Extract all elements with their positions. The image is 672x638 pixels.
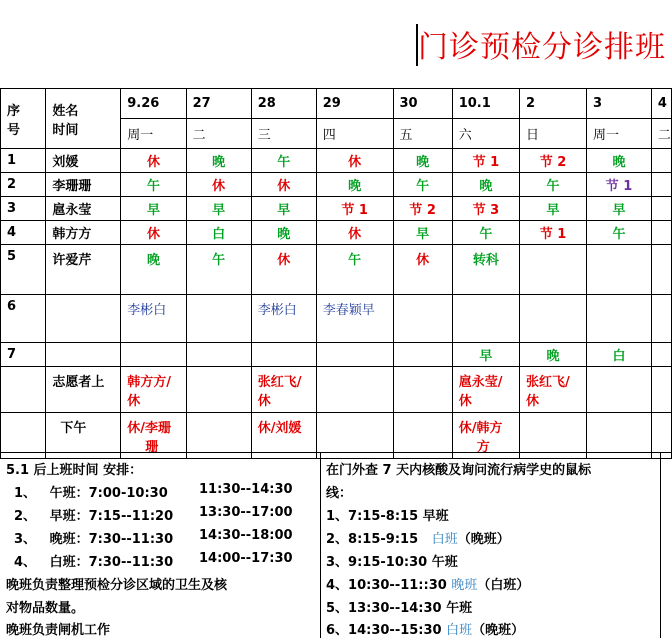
table-row (1, 343, 672, 367)
volunteer-cell (186, 367, 251, 413)
duty-item: 2、8:15-9:15 白班（晚班） (326, 532, 510, 547)
weekday-header: 二 (186, 119, 251, 149)
shift-cell: 休 (121, 149, 186, 173)
shift-cell: 早 (452, 343, 519, 367)
duty-item: 5、13:30--14:30 午班 (326, 601, 473, 616)
shift-cell: 晚 (393, 149, 452, 173)
weekday-header: 三 (251, 119, 316, 149)
staff-name: 扈永莹 (46, 197, 121, 221)
shift-cell: 午 (520, 173, 587, 197)
shift-cell (121, 343, 186, 367)
date-header: 28 (251, 89, 316, 119)
table-row (1, 173, 672, 197)
row-number: 3 (1, 197, 46, 221)
shift-cell: 李彬白 (121, 295, 186, 343)
duty-item: 1、7:15-8:15 早班 (326, 509, 449, 524)
shift-cell (452, 295, 519, 343)
shift-cell (520, 245, 587, 295)
row-number: 4 (1, 221, 46, 245)
shift-cell: 白 (587, 343, 652, 367)
shift-cell: 休 (251, 173, 316, 197)
staff-name (46, 295, 121, 343)
row-number: 1 (1, 149, 46, 173)
check-duty-heading: 在门外查 7 天内核酸及询问流行病学史的鼠标 (326, 463, 592, 478)
schedule-table (0, 88, 672, 459)
shift-cell: 午 (316, 245, 393, 295)
shift-cell: 休 (121, 221, 186, 245)
shift-cell: 晚 (587, 149, 652, 173)
volunteer-cell: 张红飞/ 休 (520, 367, 587, 413)
shift-cell: 休 (186, 173, 251, 197)
shift-cell: 晚 (520, 343, 587, 367)
shift-cell (186, 295, 251, 343)
shift-item-pm: 14:00--17:30 (199, 551, 293, 566)
shift-cell: 转科 (452, 245, 519, 295)
volunteer-am-row (1, 367, 672, 413)
volunteer-cell: 扈永莹/ 休 (452, 367, 519, 413)
volunteer-cell: 休/李珊 珊 (121, 413, 186, 459)
shift-cell (651, 173, 671, 197)
volunteer-cell (316, 367, 393, 413)
volunteer-cell: 休/刘媛 (251, 413, 316, 459)
shift-cell: 午 (452, 221, 519, 245)
volunteer-cell: 韩方方/ 休 (121, 367, 186, 413)
row-number: 7 (1, 343, 46, 367)
volunteer-pm-label: 下午 (46, 413, 121, 459)
shift-cell: 晚 (251, 221, 316, 245)
date-header: 4 (651, 89, 671, 119)
shift-cell: 午 (251, 149, 316, 173)
weekday-header: 周一 (587, 119, 652, 149)
staff-name: 刘媛 (46, 149, 121, 173)
name-header: 姓名 时间 (46, 89, 121, 149)
weekday-header: 六 (452, 119, 519, 149)
gate-note: 晚班负责闸机工作 (6, 623, 111, 638)
date-header: 10.1 (452, 89, 519, 119)
shift-cell (251, 343, 316, 367)
shift-time-heading: 5.1 后上班时间 安排： (6, 463, 143, 478)
shift-cell (651, 245, 671, 295)
shift-cell: 晚 (316, 173, 393, 197)
table-row (1, 221, 672, 245)
shift-cell: 午 (393, 173, 452, 197)
seq-header: 序 号 (1, 89, 46, 149)
cleaning-note: 晚班负责整理预检分诊区域的卫生及核 (6, 578, 228, 593)
shift-item: 4、 白班：7:30--11:30 (14, 555, 174, 570)
duty-item: 4、10:30--11::30 晚班（白班） (326, 578, 530, 593)
shift-cell: 午 (186, 245, 251, 295)
shift-cell: 休 (393, 245, 452, 295)
row-number: 5 (1, 245, 46, 295)
check-duty-notes (320, 453, 661, 638)
shift-cell (587, 295, 652, 343)
weekday-header: 日 (520, 119, 587, 149)
date-header: 30 (393, 89, 452, 119)
shift-cell: 李彬白 (251, 295, 316, 343)
shift-item: 3、 晚班：7:30--11:30 (14, 532, 174, 547)
shift-cell (651, 197, 671, 221)
page-title: 门诊预检分诊排班 (418, 30, 666, 65)
staff-name: 李珊珊 (46, 173, 121, 197)
staff-name: 韩方方 (46, 221, 121, 245)
shift-cell (393, 295, 452, 343)
shift-cell: 节 2 (520, 149, 587, 173)
duty-item: 3、9:15-10:30 午班 (326, 555, 458, 570)
shift-cell: 早 (587, 197, 652, 221)
shift-cell: 李春颖早 (316, 295, 393, 343)
shift-item-pm: 14:30--18:00 (199, 528, 293, 543)
shift-cell (651, 149, 671, 173)
volunteer-cell: 张红飞/ 休 (251, 367, 316, 413)
shift-cell (316, 343, 393, 367)
table-row (1, 245, 672, 295)
shift-cell: 节 1 (452, 149, 519, 173)
shift-cell: 早 (393, 221, 452, 245)
cleaning-note-cont: 对物品数量。 (6, 601, 85, 616)
weekday-header: 二 (651, 119, 671, 149)
table-row (1, 149, 672, 173)
shift-cell (587, 245, 652, 295)
shift-cell: 休 (251, 245, 316, 295)
date-header: 29 (316, 89, 393, 119)
shift-cell (651, 221, 671, 245)
shift-cell: 节 1 (587, 173, 652, 197)
shift-cell: 白 (186, 221, 251, 245)
shift-cell: 午 (587, 221, 652, 245)
table-row (1, 295, 672, 343)
shift-item-pm: 13:30--17:00 (199, 505, 293, 520)
date-header: 3 (587, 89, 652, 119)
weekday-header: 周一 (121, 119, 186, 149)
shift-cell: 早 (251, 197, 316, 221)
shift-cell: 节 1 (316, 197, 393, 221)
header-row-dates (1, 89, 672, 119)
notes-section (0, 452, 672, 638)
shift-cell: 晚 (452, 173, 519, 197)
volunteer-cell (587, 367, 652, 413)
shift-cell: 晚 (186, 149, 251, 173)
shift-item-pm: 11:30--14:30 (199, 482, 293, 497)
shift-cell (651, 295, 671, 343)
shift-cell (520, 295, 587, 343)
volunteer-cell: 休/韩方 方 (452, 413, 519, 459)
shift-cell: 节 3 (452, 197, 519, 221)
shift-cell: 早 (186, 197, 251, 221)
shift-item: 1、 午班：7:00-10:30 (14, 486, 168, 501)
duty-item: 6、14:30--15:30 白班（晚班） (326, 623, 525, 638)
shift-cell: 早 (520, 197, 587, 221)
staff-name (46, 343, 121, 367)
date-header: 27 (186, 89, 251, 119)
weekday-header: 四 (316, 119, 393, 149)
weekday-header: 五 (393, 119, 452, 149)
shift-cell (393, 343, 452, 367)
shift-cell: 休 (316, 149, 393, 173)
volunteer-cell (651, 367, 671, 413)
table-row (1, 197, 672, 221)
check-duty-heading-cont: 线： (326, 486, 353, 501)
staff-name: 许爱芹 (46, 245, 121, 295)
row-number: 6 (1, 295, 46, 343)
row-number (1, 367, 46, 413)
shift-cell: 午 (121, 173, 186, 197)
shift-cell: 节 1 (520, 221, 587, 245)
shift-cell: 晚 (121, 245, 186, 295)
shift-cell (186, 343, 251, 367)
date-header: 2 (520, 89, 587, 119)
shift-cell: 早 (121, 197, 186, 221)
shift-time-notes (0, 453, 321, 638)
volunteer-am-label: 志愿者上 (46, 367, 121, 413)
shift-cell: 节 2 (393, 197, 452, 221)
row-number: 2 (1, 173, 46, 197)
shift-item: 2、 早班：7:15--11:20 (14, 509, 174, 524)
shift-cell: 休 (316, 221, 393, 245)
shift-cell (651, 343, 671, 367)
date-header: 9.26 (121, 89, 186, 119)
volunteer-cell (393, 367, 452, 413)
